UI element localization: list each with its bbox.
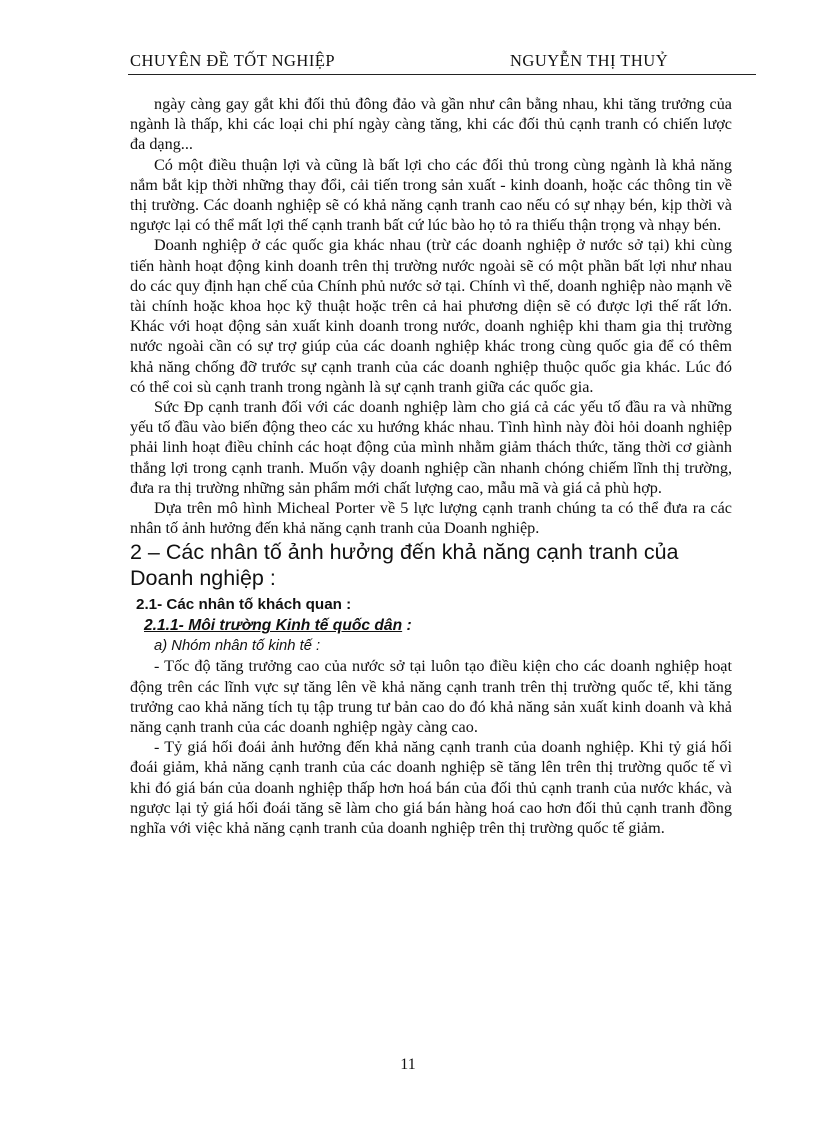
paragraph: Doanh nghiệp ở các quốc gia khác nhau (trừ các doanh nghiệp ở nước sở tại) khi cùng tiến hành hoạt động kinh doanh trên thị trường nước ngoài sẽ có một phần bất lợi như nhau do các quy định hạn chế của Chính phủ nước sở tại. Chính vì thế, doanh nghiệp nào mạnh về tài chính hoặc khoa học kỹ thuật hoặc trên cả hai phương diện sẽ có được lợi thế rất lớn. Khác với hoạt động sản xuất kinh doanh trong nước, doanh nghiệp khi tham gia thị trường nước ngoài cần có sự trợ giúp của các doanh nghiệp khác trong cùng quốc gia để có thêm khả năng chống đỡ trước sự cạnh tranh của các doanh nghiệp thuộc quốc gia khác. Lúc đó có thể coi sù cạnh tranh trong ngành là sự cạnh tranh giữa các quốc gia. (130, 236, 732, 396)
header-author: NGUYỄN THỊ THUỶ (510, 51, 669, 70)
paragraph: Dựa trên mô hình Micheal Porter về 5 lực lượng cạnh tranh chúng ta có thể đưa ra các nhân tố ảnh hưởng đến khả năng cạnh tranh của Doanh nghiệp. (130, 499, 732, 538)
subsubsection-heading (144, 615, 732, 636)
page-number: 11 (400, 1056, 416, 1073)
header-title: CHUYÊN ĐỀ TỐT NGHIỆP (130, 51, 336, 70)
subsubsection-title: 2.1.1- Môi trường Kinh tế quốc dân (144, 617, 403, 635)
paragraph: Sức Đp cạnh tranh đối với các doanh nghiệp làm cho giá cả các yếu tố đầu ra và những yếu tố đầu vào biến động theo các xu hướng khác nhau. Tình hình này đòi hỏi doanh nghiệp phải linh hoạt điều chỉnh các hoạt động của mình nhằm giảm thách thức, tăng thời cơ giành thắng lợi trong cạnh tranh. Muốn vậy doanh nghiệp cần nhanh chóng chiếm lĩnh thị trường, đưa ra thị trường những sản phẩm mới chất lượng cao, mẫu mã và giá cả phù hợp. (130, 398, 732, 497)
item-heading: a) Nhóm nhân tố kinh tế : (154, 638, 321, 655)
page-header (128, 46, 756, 75)
paragraph: ngày càng gay gắt khi đối thủ đông đảo và gần như cân bằng nhau, khi tăng trưởng của ngành là thấp, khi các loại chi phí ngày càng tăng, khi các đối thủ cạnh tranh có chiến lược đa dạng... (130, 95, 732, 154)
section-heading: 2 – Các nhân tố ảnh hưởng đến khả năng cạnh tranh của Doanh nghiệp : (130, 540, 679, 591)
subsubsection-colon: : (402, 617, 412, 635)
page-body (130, 94, 732, 838)
subsection-heading: 2.1- Các nhân tố khách quan : (136, 596, 352, 614)
paragraph: Có một điều thuận lợi và cũng là bất lợi cho các đối thủ trong cùng ngành là khả năng nắm bắt kịp thời những thay đổi, cải tiến trong sản xuất - kinh doanh, hoặc các thông tin về thị trường. Các doanh nghiệp sẽ có khả năng cạnh tranh cao nếu có sự nhạy bén, kịp thời và ngược lại có thể mất lợi thế cạnh tranh bất cứ lúc bào họ tỏ ra thiếu thận trọng và nhạy bén. (130, 155, 732, 235)
item-paragraph: - Tỷ giá hối đoái ảnh hưởng đến khả năng cạnh tranh của doanh nghiệp. Khi tỷ giá hối đoái giảm, khả năng cạnh tranh của các doanh nghiệp sẽ tăng lên trên thị trường quốc tế vì khi đó giá bán của doanh nghiệp thấp hơn hoá bán của đối thủ cạnh tranh của nước khác, và ngược lại tỷ giá hối đoái tăng sẽ làm cho giá bán hàng hoá cao hơn đối thủ cạnh tranh đồng nghĩa với việc khả năng cạnh tranh của doanh nghiệp trên thị trường quốc tế giảm. (130, 738, 732, 838)
item-paragraph: - Tốc độ tăng trưởng cao của nước sở tại luôn tạo điều kiện cho các doanh nghiệp hoạt động trên các lĩnh vực sự tăng lên về khả năng cạnh tranh trên thị trường quốc tế, khi tăng trưởng cao khả năng tích tụ tập trung tư bản cao do đó khả năng sản xuất kinh doanh và khả năng cạnh tranh của các doanh nghiệp ngày càng cao. (130, 657, 732, 737)
